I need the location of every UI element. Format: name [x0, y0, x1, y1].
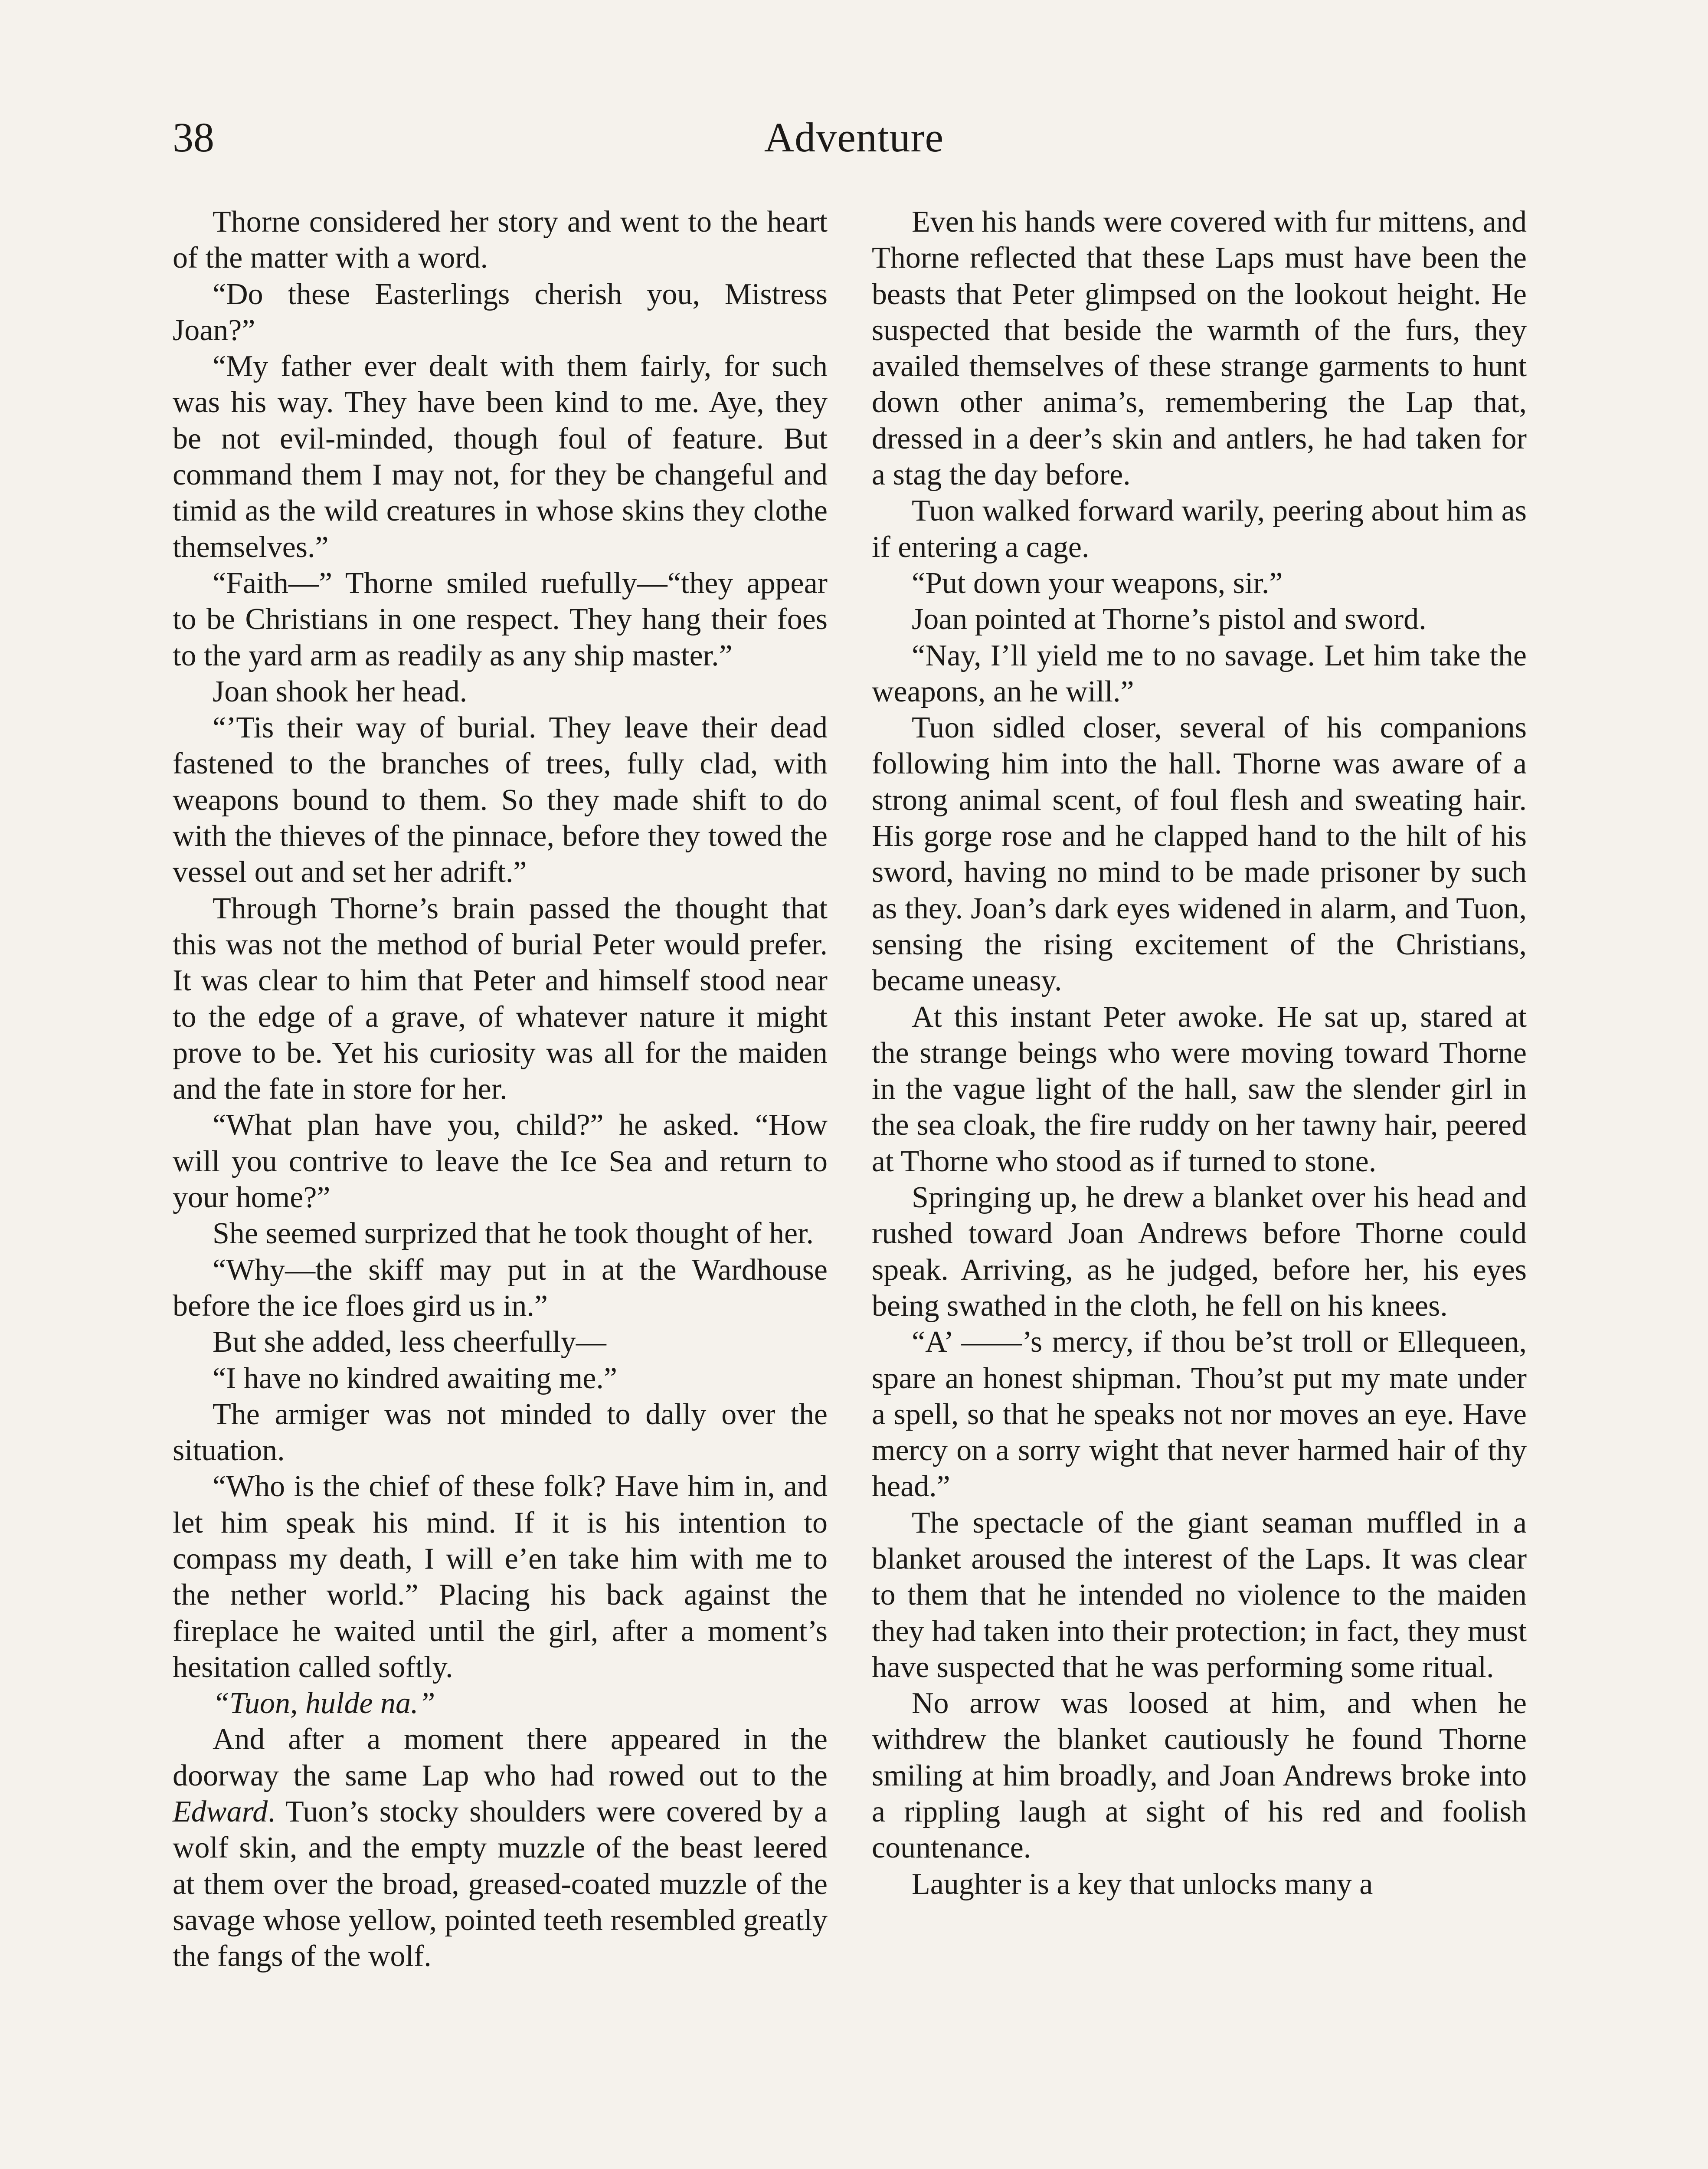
left-column: [173, 204, 828, 1975]
paragraph: Joan shook her head.: [213, 675, 468, 708]
paragraph: Joan pointed at Thorne’s pistol and sword.: [912, 603, 1427, 636]
paragraph: “Faith—” Thorne smiled ruefully—“they appear to be Christians in one respect. They hang their foes to the yard arm as readily as any ship master.”: [173, 566, 828, 672]
paragraph: Springing up, he drew a blanket over his head and rushed toward Joan Andrews before Thorne could speak. Arriving, as he judged, before her, his eyes being swathed in the cloth, he fell on his knees.: [872, 1181, 1527, 1323]
paragraph: [173, 1685, 828, 1721]
paragraph: She seemed surprized that he took thought of her.: [213, 1217, 814, 1251]
paragraph: “I have no kindred awaiting me.”: [213, 1361, 617, 1395]
paragraph: “Do these Easterlings cherish you, Mistress Joan?”: [173, 277, 828, 347]
paragraph: Tuon sidled closer, several of his companions following him into the hall. Thorne was aware of a strong animal scent, of foul flesh and sweating hair. His gorge rose and he clapped hand to the hilt of his sword, having no mind to be made prisoner by such as they. Joan’s dark eyes widened in alarm, and Tuon, sensing the rising excitement of the Christians, became uneasy.: [872, 711, 1527, 998]
right-column: [872, 204, 1527, 1902]
paragraph: Through Thorne’s brain passed the thought that this was not the method of burial Peter would prefer. It was clear to him that Peter and himself stood near to the edge of a grave, of whatever nature it might prove to be. Yet his curiosity was all for the maiden and the fate in store for her.: [173, 891, 828, 1106]
paragraph: [173, 1721, 828, 1974]
paragraph: “Put down your weapons, sir.”: [912, 566, 1283, 600]
page-number: 38: [173, 114, 214, 161]
paragraph: “Nay, I’ll yield me to no savage. Let him take the weapons, an he will.”: [872, 639, 1527, 708]
paragraph: “A’ ——’s mercy, if thou be’st troll or Ellequeen, spare an honest shipman. Thou’st put my mate under a spell, so that he speaks not nor moves an eye. Have mercy on a sorry wight that never harmed hair of thy head.”: [872, 1325, 1527, 1504]
paragraph: Laughter is a key that unlocks many a: [912, 1867, 1373, 1901]
paragraph: The spectacle of the giant seaman muffled in a blanket aroused the interest of the Laps. It was clear to them that he intended no violence to the maiden they had taken into their protection; in fact, they must have suspected that he was performing some ritual.: [872, 1506, 1527, 1684]
paragraph: Thorne considered her story and went to the heart of the matter with a word.: [173, 205, 828, 275]
text-run: . Tuon’s stocky shoulders were covered by a wolf skin, and the empty muzzle of the beast leered at them over the broad, greased-coated muzzle of the savage whose yellow, pointed teeth resembled greatly the fangs of the wolf.: [173, 1795, 828, 1973]
paragraph: At this instant Peter awoke. He sat up, stared at the strange beings who were moving toward Thorne in the vague light of the hall, saw the slender girl in the sea cloak, the fire ruddy on her tawny hair, peered at Thorne who stood as if turned to stone.: [872, 1000, 1527, 1178]
text-run: And after a moment there appeared in the doorway the same Lap who had rowed out to the: [173, 1723, 828, 1792]
paragraph: “Who is the chief of these folk? Have him in, and let him speak his mind. If it is his intention to compass my death, I will e’en take him with me to the nether world.” Placing his back against the fireplace he waited until the girl, after a moment’s hesitation called softly.: [173, 1470, 828, 1684]
paragraph: The armiger was not minded to dally over the situation.: [173, 1397, 828, 1468]
paragraph: “Why—the skiff may put in at the Wardhouse before the ice floes gird us in.”: [173, 1253, 828, 1323]
paragraph: “My father ever dealt with them fairly, for such was his way. They have been kind to me. Aye, they be not evil-minded, though foul of feature. But command them I may not, for they be changeful and timid as the wild creatures in whose skins they clothe themselves.”: [173, 350, 828, 564]
paragraph: But she added, less cheerfully—: [213, 1325, 606, 1359]
italic-phrase: “Tuon, hulde na.”: [213, 1687, 435, 1720]
paragraph: “’Tis their way of burial. They leave their dead fastened to the branches of trees, fully clad, with weapons bound to them. So they made shift to do with the thieves of the pinnace, before they towed the vessel out and set her adrift.”: [173, 711, 828, 889]
running-head: Adventure: [764, 114, 944, 161]
paragraph: Even his hands were covered with fur mittens, and Thorne reflected that these Laps must have been the beasts that Peter glimpsed on the lookout height. He suspected that beside the warmth of the furs, they availed themselves of these strange garments to hunt down other anima’s, remembering the Lap that, dressed in a deer’s skin and antlers, he had taken for a stag the day before.: [872, 205, 1527, 492]
ship-name: Edward: [173, 1795, 268, 1829]
paragraph: Tuon walked forward warily, peering about him as if entering a cage.: [872, 494, 1527, 564]
paragraph: No arrow was loosed at him, and when he withdrew the blanket cautiously he found Thorne smiling at him broadly, and Joan Andrews broke into a rippling laugh at sight of his red and foolish countenance.: [872, 1687, 1527, 1865]
paragraph: “What plan have you, child?” he asked. “How will you contrive to leave the Ice Sea and return to your home?”: [173, 1108, 828, 1215]
